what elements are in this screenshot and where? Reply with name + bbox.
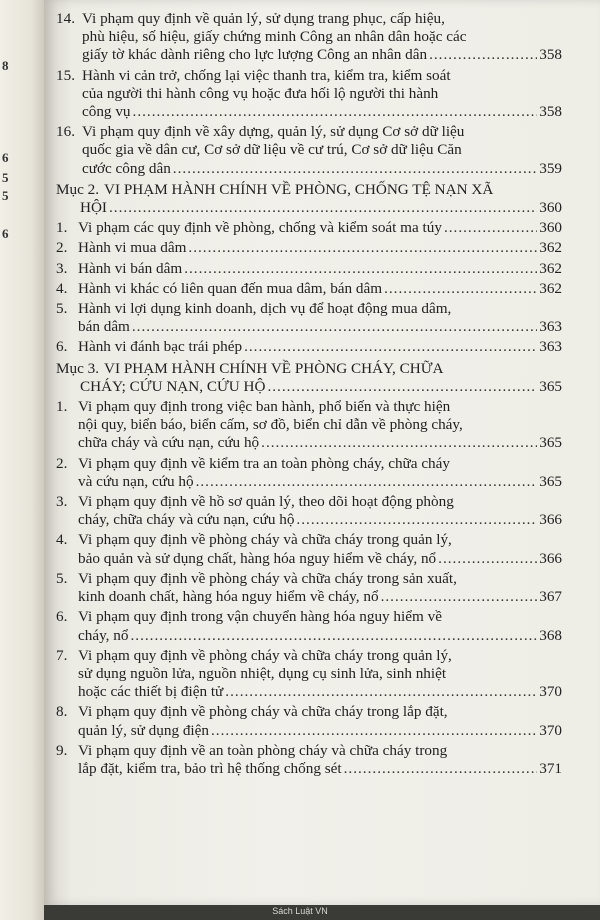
toc-page-number: 362: [539, 239, 562, 257]
toc-page-number: 365: [539, 472, 562, 490]
toc-page-number: 365: [539, 377, 562, 395]
dot-leader: [184, 260, 537, 278]
toc-entry: [56, 531, 562, 567]
toc-page-number: 368: [539, 626, 562, 644]
toc-entry-number: Mục 2.: [56, 180, 100, 198]
toc-entry-text: Hành vi mua dâm: [78, 239, 187, 257]
toc-section: [56, 181, 562, 217]
toc-entry-text: Hành vi khác có liên quan đến mua dâm, bán dâm: [78, 279, 383, 297]
toc-entry: [56, 10, 562, 65]
toc-entry-text: Vi phạm quy định trong vận chuyển hàng hóa nguy hiểm về: [78, 608, 442, 626]
toc-entry-number: 4.: [56, 531, 68, 549]
toc-entry-text: Vi phạm quy định về kiểm tra an toàn phòng cháy, chữa cháy: [78, 454, 450, 472]
toc-entry: [56, 455, 562, 491]
dot-leader: [429, 46, 537, 64]
toc-entry-number: 4.: [56, 279, 68, 297]
toc-entry-text: quản lý, sử dụng điện: [78, 721, 209, 739]
toc-entry: [56, 260, 562, 278]
toc-entry-text: phù hiệu, số hiệu, giấy chứng minh Công an nhân dân hoặc các: [82, 28, 467, 46]
dot-leader: [130, 627, 537, 645]
toc-entry: [56, 300, 562, 336]
dot-leader: [267, 378, 537, 396]
toc-page-number: 366: [539, 511, 562, 529]
margin-number: 5: [2, 188, 9, 203]
toc-entry-number: 15.: [56, 66, 75, 84]
toc-page-number: 358: [539, 46, 562, 64]
dot-leader: [225, 683, 537, 701]
toc-page-number: 363: [539, 318, 562, 336]
dot-leader: [133, 103, 538, 121]
toc-entry-number: 3.: [56, 493, 68, 511]
toc-entry-number: 6.: [56, 608, 68, 626]
toc-entry-text: hoặc các thiết bị điện tử: [78, 683, 224, 701]
toc-entry: [56, 123, 562, 178]
margin-number: 6: [2, 150, 9, 165]
toc-entry-number: 1.: [56, 219, 68, 237]
toc-entry-number: 5.: [56, 300, 68, 318]
toc-entry-text: Vi phạm quy định về phòng cháy và chữa cháy trong quản lý,: [78, 646, 452, 664]
dot-leader: [211, 722, 537, 740]
toc-entry-text: và cứu nạn, cứu hộ: [78, 472, 194, 490]
toc-entry-text: Vi phạm quy định về phòng cháy và chữa cháy trong sản xuất,: [78, 569, 457, 587]
toc-entry-number: 14.: [56, 10, 75, 27]
toc-entry: [56, 219, 562, 237]
toc-page-number: 367: [539, 588, 562, 606]
toc-entry-number: 6.: [56, 338, 68, 356]
toc-entry-number: Mục 3.: [56, 359, 100, 377]
toc-entry: [56, 493, 562, 529]
toc-entry-text: Vi phạm quy định về xây dựng, quản lý, sử dụng Cơ sở dữ liệu: [82, 123, 465, 141]
toc-entry-text: Vi phạm quy định về quản lý, sử dụng trang phục, cấp hiệu,: [82, 10, 445, 27]
toc-entry-text: bảo quản và sử dụng chất, hàng hóa nguy hiểm về cháy, nổ: [78, 549, 437, 567]
toc-entry-text: Vi phạm quy định về phòng cháy và chữa cháy trong lắp đặt,: [78, 703, 448, 721]
toc-entry-text: Hành vi lợi dụng kinh doanh, dịch vụ để hoạt động mua dâm,: [78, 300, 452, 318]
dot-leader: [444, 219, 537, 237]
toc-entry-text: chữa cháy và cứu nạn, cứu hộ: [78, 434, 260, 452]
toc-entry-text: bán dâm: [78, 318, 130, 336]
toc-page-number: 360: [539, 219, 562, 237]
toc-entry: [56, 647, 562, 702]
toc-page-number: 366: [539, 549, 562, 567]
toc-section: [56, 360, 562, 396]
toc-entry-number: 2.: [56, 239, 68, 257]
toc-entry: [56, 703, 562, 739]
toc-entry-text: Hành vi cản trở, chống lại việc thanh tra, kiểm tra, kiểm soát: [82, 66, 451, 84]
toc-entry-text: VI PHẠM HÀNH CHÍNH VỀ PHÒNG, CHỐNG TỆ NẠN XÃ: [104, 180, 494, 198]
toc-entry-number: 8.: [56, 703, 68, 721]
dot-leader: [244, 338, 537, 356]
toc-entry-text: Vi phạm các quy định về phòng, chống và kiểm soát ma túy: [78, 219, 442, 237]
dot-leader: [173, 160, 537, 178]
toc-entry: [56, 338, 562, 356]
previous-page-edge: [0, 0, 44, 920]
toc-entry-text: Hành vi bán dâm: [78, 259, 183, 277]
dot-leader: [438, 550, 537, 568]
toc-entry-text: sử dụng nguồn lửa, nguồn nhiệt, dụng cụ sinh lửa, sinh nhiệt: [78, 664, 447, 682]
dot-leader: [188, 239, 537, 257]
toc-entry-text: cước công dân: [82, 159, 171, 177]
dot-leader: [261, 434, 537, 452]
dot-leader: [196, 473, 538, 491]
dot-leader: [296, 511, 537, 529]
toc-entry-text: Vi phạm quy định trong việc ban hành, phổ biến và thực hiện: [78, 398, 451, 416]
toc-entry: [56, 570, 562, 606]
toc-entry: [56, 742, 562, 778]
toc-entry-text: lắp đặt, kiểm tra, bảo trì hệ thống chống sét: [78, 759, 342, 777]
toc-page-number: 358: [539, 103, 562, 121]
toc-page-number: 363: [539, 338, 562, 356]
margin-number: 8: [2, 58, 9, 73]
toc-entry-number: 16.: [56, 123, 75, 141]
toc-entry-text: nội quy, biển báo, biển cấm, sơ đồ, biển chỉ dẫn về phòng cháy,: [78, 416, 463, 434]
dot-leader: [132, 318, 537, 336]
toc-page-number: 371: [539, 759, 562, 777]
toc-entry: [56, 67, 562, 122]
toc-entry-number: 7.: [56, 646, 68, 664]
dot-leader: [109, 199, 537, 217]
toc-entry-text: Vi phạm quy định về hồ sơ quản lý, theo dõi hoạt động phòng: [78, 493, 454, 511]
toc-page-number: 362: [539, 259, 562, 277]
dot-leader: [381, 588, 538, 606]
toc-entry-text: của người thi hành công vụ hoặc đưa hối lộ người thi hành: [82, 84, 439, 102]
margin-number: 6: [2, 226, 9, 241]
toc-entry-text: công vụ: [82, 103, 131, 121]
toc-entry-text: Hành vi đánh bạc trái phép: [78, 338, 243, 356]
margin-number: 5: [2, 170, 9, 185]
toc-page-number: 362: [539, 279, 562, 297]
toc-entry-text: Vi phạm quy định về phòng cháy và chữa cháy trong quản lý,: [78, 531, 452, 549]
dot-leader: [344, 760, 538, 778]
toc-entry-number: 5.: [56, 569, 68, 587]
toc-entry-number: 1.: [56, 398, 68, 416]
toc-page-number: 360: [539, 199, 562, 217]
toc-entry-number: 2.: [56, 454, 68, 472]
toc-entry-text: VI PHẠM HÀNH CHÍNH VỀ PHÒNG CHÁY, CHỮA: [104, 359, 444, 377]
toc-entry: [56, 608, 562, 644]
toc-entry-text: Vi phạm quy định về an toàn phòng cháy và chữa cháy trong: [78, 741, 448, 759]
toc-entry-text: CHÁY; CỨU NẠN, CỨU HỘ: [80, 377, 266, 395]
toc-entry-text: cháy, chữa cháy và cứu nạn, cứu hộ: [78, 511, 295, 529]
toc-page-number: 370: [539, 683, 562, 701]
toc-entry-number: 9.: [56, 741, 68, 759]
toc-page-number: 359: [539, 159, 562, 177]
footer-watermark: Sách Luật VN: [272, 906, 328, 916]
toc-entry: [56, 239, 562, 257]
toc-entry-text: HỘI: [80, 199, 107, 217]
table-of-contents: [56, 10, 562, 780]
toc-entry: [56, 398, 562, 453]
toc-entry-text: cháy, nổ: [78, 626, 129, 644]
toc-page-number: 370: [539, 721, 562, 739]
toc-entry-text: kinh doanh chất, hàng hóa nguy hiểm về cháy, nổ: [78, 588, 379, 606]
toc-entry: [56, 280, 562, 298]
toc-page-number: 365: [539, 434, 562, 452]
toc-entry-number: 3.: [56, 259, 68, 277]
toc-entry-text: giấy tờ khác dành riêng cho lực lượng Công an nhân dân: [82, 46, 428, 64]
toc-entry-text: quốc gia về dân cư, Cơ sở dữ liệu về cư trú, Cơ sở dữ liệu Căn: [82, 141, 462, 159]
dot-leader: [384, 280, 537, 298]
